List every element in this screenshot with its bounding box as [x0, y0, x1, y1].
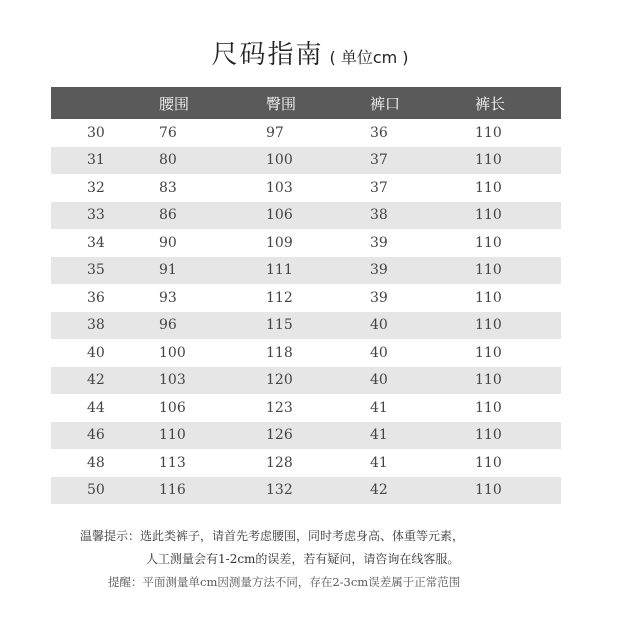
table-row: [51, 284, 561, 312]
waist-cell: 90: [159, 234, 177, 251]
length-cell: 110: [475, 367, 561, 395]
waist-cell: 86: [159, 202, 266, 230]
waist-cell: 80: [159, 147, 266, 175]
length-cell: 110: [475, 257, 561, 285]
note-reminder: 提醒：平面测量单cm因测量方法不同，存在2-3cm误差属于正常范围: [108, 575, 461, 589]
length-cell: 110: [475, 124, 502, 141]
size-cell: 30: [87, 124, 105, 141]
waist-cell: 113: [159, 454, 186, 471]
size-cell: 36: [87, 289, 105, 306]
size-cell: 46: [51, 422, 159, 450]
waist-cell: 100: [159, 344, 186, 361]
table-row: [51, 257, 561, 285]
length-cell: 110: [475, 289, 502, 306]
hem-cell: 40: [370, 367, 475, 395]
header-size: [51, 87, 159, 119]
size-cell: 32: [87, 179, 105, 196]
table-row: [51, 202, 561, 230]
hip-cell: 115: [266, 312, 370, 340]
hip-cell: 126: [266, 422, 370, 450]
hip-cell: 97: [266, 124, 284, 141]
header-hem: 裤口: [370, 87, 475, 119]
hem-cell: 41: [370, 454, 388, 471]
size-cell: 42: [51, 367, 159, 395]
table-row: [51, 394, 561, 422]
table-row: [51, 367, 561, 395]
length-cell: 110: [475, 179, 502, 196]
waist-cell: 76: [159, 124, 177, 141]
waist-cell: 83: [159, 179, 177, 196]
length-cell: 110: [475, 202, 561, 230]
table-header-row: [51, 87, 561, 119]
hem-cell: 39: [370, 234, 388, 251]
table-row: [51, 174, 561, 202]
header-hip: 臀围: [266, 87, 370, 119]
hip-cell: 128: [266, 454, 293, 471]
hip-cell: 100: [266, 147, 370, 175]
table-row: [51, 422, 561, 450]
table-row: [51, 312, 561, 340]
hem-cell: 38: [370, 202, 475, 230]
hip-cell: 120: [266, 367, 370, 395]
table-row: [51, 229, 561, 257]
title-bar: [0, 34, 620, 71]
waist-cell: 96: [159, 312, 266, 340]
hip-cell: 132: [266, 477, 370, 505]
note-tip: 温馨提示：选此类裤子，请首先考虑腰围，同时考虑身高、体重等元素，: [80, 529, 465, 543]
size-cell: 44: [87, 399, 105, 416]
table-row: [51, 477, 561, 505]
waist-cell: 116: [159, 477, 266, 505]
length-cell: 110: [475, 477, 561, 505]
hem-cell: 39: [370, 289, 388, 306]
length-cell: 110: [475, 312, 561, 340]
hip-cell: 103: [266, 179, 293, 196]
waist-cell: 91: [159, 257, 266, 285]
size-cell: 40: [87, 344, 105, 361]
length-cell: 110: [475, 454, 502, 471]
hem-cell: 41: [370, 399, 388, 416]
table-body: [51, 119, 561, 504]
waist-cell: 103: [159, 367, 266, 395]
hem-cell: 40: [370, 312, 475, 340]
waist-cell: 110: [159, 422, 266, 450]
size-cell: 31: [51, 147, 159, 175]
waist-cell: 93: [159, 289, 177, 306]
hem-cell: 41: [370, 422, 475, 450]
unit-label: ( 单位cm ): [329, 48, 409, 67]
hem-cell: 37: [370, 179, 388, 196]
hem-cell: 42: [370, 477, 475, 505]
size-cell: 38: [51, 312, 159, 340]
hip-cell: 112: [266, 289, 293, 306]
hip-cell: 123: [266, 399, 293, 416]
hem-cell: 39: [370, 257, 475, 285]
size-cell: 33: [51, 202, 159, 230]
length-cell: 110: [475, 422, 561, 450]
hip-cell: 111: [266, 257, 370, 285]
hem-cell: 40: [370, 344, 388, 361]
length-cell: 110: [475, 399, 502, 416]
table-row: [51, 147, 561, 175]
note-error: 人工测量会有1-2cm的误差，若有疑问，请咨询在线客服。: [146, 552, 460, 566]
hip-cell: 106: [266, 202, 370, 230]
length-cell: 110: [475, 234, 502, 251]
table-row: [51, 449, 561, 477]
size-cell: 48: [87, 454, 105, 471]
table-row: [51, 339, 561, 367]
size-cell: 50: [51, 477, 159, 505]
page-title: 尺码指南: [211, 40, 324, 70]
hem-cell: 36: [370, 124, 388, 141]
hem-cell: 37: [370, 147, 475, 175]
length-cell: 110: [475, 344, 502, 361]
table-row: [51, 119, 561, 147]
length-cell: 110: [475, 147, 561, 175]
hip-cell: 118: [266, 344, 293, 361]
size-table: [51, 87, 561, 504]
header-length: 裤长: [475, 87, 561, 119]
size-cell: 34: [87, 234, 105, 251]
hip-cell: 109: [266, 234, 293, 251]
waist-cell: 106: [159, 399, 186, 416]
header-waist: 腰围: [159, 87, 266, 119]
size-cell: 35: [51, 257, 159, 285]
